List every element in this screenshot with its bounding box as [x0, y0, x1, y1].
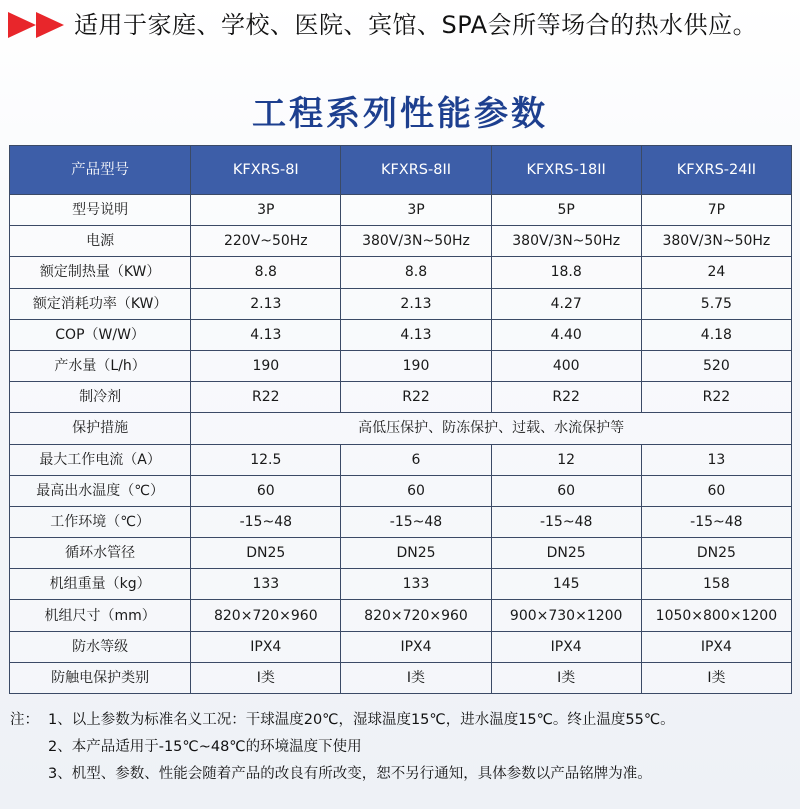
row-label-cell: 额定制热量（KW） — [10, 257, 191, 288]
value-cell: 220V~50Hz — [191, 226, 341, 257]
note-item — [10, 734, 790, 761]
table-row — [10, 506, 792, 537]
value-cell: 133 — [341, 569, 491, 600]
value-cell: I类 — [491, 662, 641, 693]
table-row — [10, 631, 792, 662]
row-label-cell: 制冷剂 — [10, 382, 191, 413]
table-row — [10, 444, 792, 475]
value-cell: DN25 — [491, 538, 641, 569]
row-label-cell: 防触电保护类别 — [10, 662, 191, 693]
spec-table-header — [10, 146, 792, 195]
header-cell-model: KFXRS-24II — [641, 146, 791, 195]
value-cell: 158 — [641, 569, 791, 600]
value-cell: 3P — [341, 195, 491, 226]
value-cell: 60 — [191, 475, 341, 506]
row-label-cell: 循环水管径 — [10, 538, 191, 569]
table-row — [10, 288, 792, 319]
value-cell: 3P — [191, 195, 341, 226]
value-cell: 2.13 — [341, 288, 491, 319]
value-cell: 190 — [341, 350, 491, 381]
table-row — [10, 413, 792, 444]
value-cell: R22 — [641, 382, 791, 413]
value-cell: I类 — [191, 662, 341, 693]
value-cell: I类 — [641, 662, 791, 693]
value-cell: 18.8 — [491, 257, 641, 288]
value-cell: 145 — [491, 569, 641, 600]
table-row — [10, 475, 792, 506]
value-cell: R22 — [491, 382, 641, 413]
note-text: 1、以上参数为标准名义工况：干球温度20℃，湿球温度15℃，进水温度15℃。终止温度55℃。 — [48, 712, 675, 728]
value-cell: I类 — [341, 662, 491, 693]
value-cell: 380V/3N~50Hz — [641, 226, 791, 257]
value-cell: -15~48 — [341, 506, 491, 537]
value-cell: 12 — [491, 444, 641, 475]
value-cell: IPX4 — [341, 631, 491, 662]
value-cell: 520 — [641, 350, 791, 381]
note-item — [10, 761, 790, 788]
value-cell: 6 — [341, 444, 491, 475]
value-cell: 4.13 — [191, 319, 341, 350]
value-cell: -15~48 — [491, 506, 641, 537]
table-row — [10, 257, 792, 288]
banner-text: 适用于家庭、学校、医院、宾馆、SPA会所等场合的热水供应。 — [74, 11, 758, 39]
table-row — [10, 319, 792, 350]
note-text: 2、本产品适用于-15℃~48℃的环境温度下使用 — [48, 739, 362, 755]
value-cell: 5.75 — [641, 288, 791, 319]
table-row — [10, 350, 792, 381]
value-cell: 1050×800×1200 — [641, 600, 791, 631]
row-label-cell: 最大工作电流（A） — [10, 444, 191, 475]
value-cell: 4.13 — [341, 319, 491, 350]
value-cell: 60 — [491, 475, 641, 506]
notes — [10, 707, 790, 788]
table-row — [10, 226, 792, 257]
table-row — [10, 538, 792, 569]
table-row — [10, 662, 792, 693]
value-cell: DN25 — [191, 538, 341, 569]
value-cell: 133 — [191, 569, 341, 600]
value-cell: 13 — [641, 444, 791, 475]
value-cell: 24 — [641, 257, 791, 288]
value-cell: DN25 — [341, 538, 491, 569]
spec-table — [9, 145, 792, 694]
value-cell: R22 — [341, 382, 491, 413]
value-cell: 380V/3N~50Hz — [491, 226, 641, 257]
value-cell: 4.27 — [491, 288, 641, 319]
spec-table-body — [10, 195, 792, 694]
value-cell: 5P — [491, 195, 641, 226]
value-cell: R22 — [191, 382, 341, 413]
row-label-cell: 产水量（L/h） — [10, 350, 191, 381]
top-banner — [0, 0, 800, 52]
value-cell: DN25 — [641, 538, 791, 569]
row-label-cell: 防水等级 — [10, 631, 191, 662]
table-row — [10, 195, 792, 226]
header-cell-model: KFXRS-8I — [191, 146, 341, 195]
table-row — [10, 569, 792, 600]
row-label-cell: 工作环境（℃） — [10, 506, 191, 537]
row-label-cell: 保护措施 — [10, 413, 191, 444]
table-row — [10, 382, 792, 413]
value-cell: 4.40 — [491, 319, 641, 350]
value-cell: 8.8 — [191, 257, 341, 288]
header-cell-model: KFXRS-8II — [341, 146, 491, 195]
value-cell: 900×730×1200 — [491, 600, 641, 631]
row-label-cell: 额定消耗功率（KW） — [10, 288, 191, 319]
header-cell-label: 产品型号 — [10, 146, 191, 195]
note-prefix: 注： — [10, 712, 39, 728]
header-row — [10, 146, 792, 195]
page-title: 工程系列性能参数 — [252, 94, 548, 134]
value-cell: 400 — [491, 350, 641, 381]
row-label-cell: 机组尺寸（mm） — [10, 600, 191, 631]
value-cell: 8.8 — [341, 257, 491, 288]
row-label-cell: 机组重量（kg） — [10, 569, 191, 600]
value-cell: 190 — [191, 350, 341, 381]
value-cell: IPX4 — [191, 631, 341, 662]
value-cell: 820×720×960 — [191, 600, 341, 631]
value-cell: 2.13 — [191, 288, 341, 319]
value-cell: 高低压保护、防冻保护、过载、水流保护等 — [191, 413, 792, 444]
value-cell: 60 — [341, 475, 491, 506]
double-arrow-icon — [6, 10, 70, 40]
value-cell: 7P — [641, 195, 791, 226]
value-cell: -15~48 — [641, 506, 791, 537]
value-cell: -15~48 — [191, 506, 341, 537]
row-label-cell: 型号说明 — [10, 195, 191, 226]
row-label-cell: 最高出水温度（℃） — [10, 475, 191, 506]
value-cell: 380V/3N~50Hz — [341, 226, 491, 257]
header-cell-model: KFXRS-18II — [491, 146, 641, 195]
table-row — [10, 600, 792, 631]
value-cell: 12.5 — [191, 444, 341, 475]
value-cell: 60 — [641, 475, 791, 506]
note-item — [10, 707, 790, 734]
value-cell: 4.18 — [641, 319, 791, 350]
note-text: 3、机型、参数、性能会随着产品的改良有所改变，恕不另行通知，具体参数以产品铭牌为准。 — [48, 766, 652, 782]
value-cell: IPX4 — [491, 631, 641, 662]
row-label-cell: COP（W/W） — [10, 319, 191, 350]
value-cell: 820×720×960 — [341, 600, 491, 631]
row-label-cell: 电源 — [10, 226, 191, 257]
value-cell: IPX4 — [641, 631, 791, 662]
